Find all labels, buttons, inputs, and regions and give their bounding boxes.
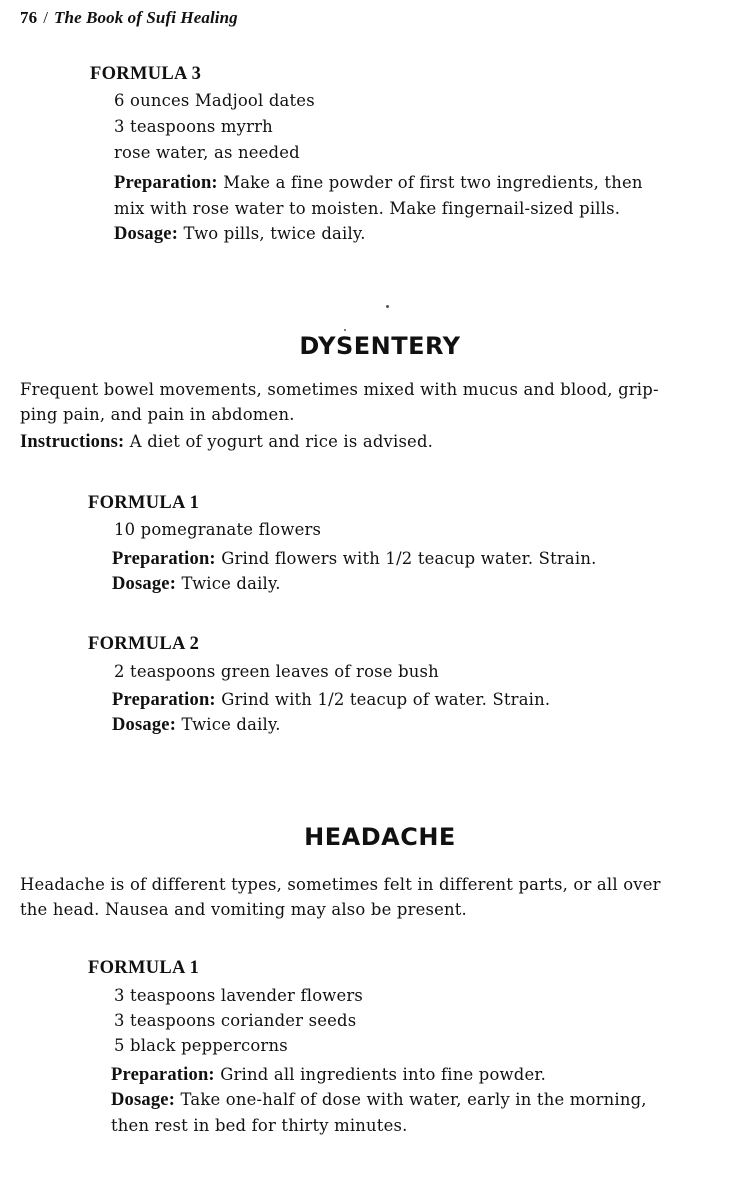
section-heading-dysentery: DYSENTERY: [299, 332, 461, 360]
section-heading-headache: HEADACHE: [304, 823, 456, 851]
running-header: [20, 8, 238, 28]
preparation-line: [114, 173, 643, 194]
dosage-text: Two pills, twice daily.: [183, 224, 366, 243]
dysentery-formula-2-title: FORMULA 2: [88, 634, 200, 654]
dosage-label: Dosage:: [112, 574, 177, 594]
headache-description-line-2: the head. Nausea and vomiting may also be present.: [20, 900, 467, 919]
dosage-label: Dosage:: [112, 715, 177, 735]
ingredient-line: 3 teaspoons coriander seeds: [114, 1011, 357, 1030]
preparation-text: Grind with 1/2 teacup of water. Strain.: [221, 690, 551, 709]
preparation-line: [111, 1065, 546, 1086]
headache-formula-1-title: FORMULA 1: [88, 958, 200, 978]
dosage-text: Take one-half of dose with water, early in the morning,: [180, 1090, 647, 1109]
headache-description-line-1: Headache is of different types, sometimes felt in different parts, or all over: [20, 875, 661, 894]
ingredient-line: 3 teaspoons lavender flowers: [114, 986, 364, 1005]
preparation-text: Grind all ingredients into fine powder.: [220, 1065, 547, 1084]
dosage-label: Dosage:: [114, 224, 179, 244]
instructions-label: Instructions:: [20, 432, 125, 452]
dysentery-formula-1-title: FORMULA 1: [88, 493, 200, 513]
preparation-label: Preparation:: [114, 173, 218, 193]
ingredient-line: 3 teaspoons myrrh: [114, 117, 273, 136]
dosage-text: Twice daily.: [181, 715, 281, 734]
page-number: 76: [20, 8, 38, 27]
dosage-text: Twice daily.: [181, 574, 281, 593]
preparation-line: [112, 549, 597, 570]
dosage-line: [112, 574, 281, 595]
print-speck: [386, 305, 389, 308]
dosage-line-2: then rest in bed for thirty minutes.: [111, 1116, 408, 1135]
book-title: The Book of Sufi Healing: [54, 8, 238, 27]
ingredient-line: 10 pomegranate flowers: [114, 520, 322, 539]
instructions-text: A diet of yogurt and rice is advised.: [129, 432, 434, 451]
preparation-line: [112, 690, 550, 711]
ingredient-line: 2 teaspoons green leaves of rose bush: [114, 662, 439, 681]
dosage-line: [112, 715, 281, 736]
dosage-line: [114, 224, 366, 245]
dosage-line: [111, 1090, 647, 1111]
preparation-line-2: mix with rose water to moisten. Make fingernail-sized pills.: [114, 199, 621, 218]
preparation-text: Grind flowers with 1/2 teacup water. Strain.: [221, 549, 597, 568]
header-separator: /: [43, 8, 49, 27]
preparation-label: Preparation:: [112, 549, 216, 569]
preparation-text: Make a fine powder of first two ingredients, then: [223, 173, 643, 192]
ingredient-line: rose water, as needed: [114, 143, 300, 162]
print-speck: [344, 329, 346, 331]
ingredient-line: 5 black peppercorns: [114, 1036, 288, 1055]
dysentery-description-line-1: Frequent bowel movements, sometimes mixed with mucus and blood, grip-: [20, 380, 659, 399]
ingredient-line: 6 ounces Madjool dates: [114, 91, 315, 110]
preparation-label: Preparation:: [112, 690, 216, 710]
instructions-line: [20, 432, 433, 453]
formula-3-title: FORMULA 3: [90, 64, 202, 84]
dysentery-description-line-2: ping pain, and pain in abdomen.: [20, 405, 295, 424]
dosage-label: Dosage:: [111, 1090, 176, 1110]
preparation-label: Preparation:: [111, 1065, 215, 1085]
